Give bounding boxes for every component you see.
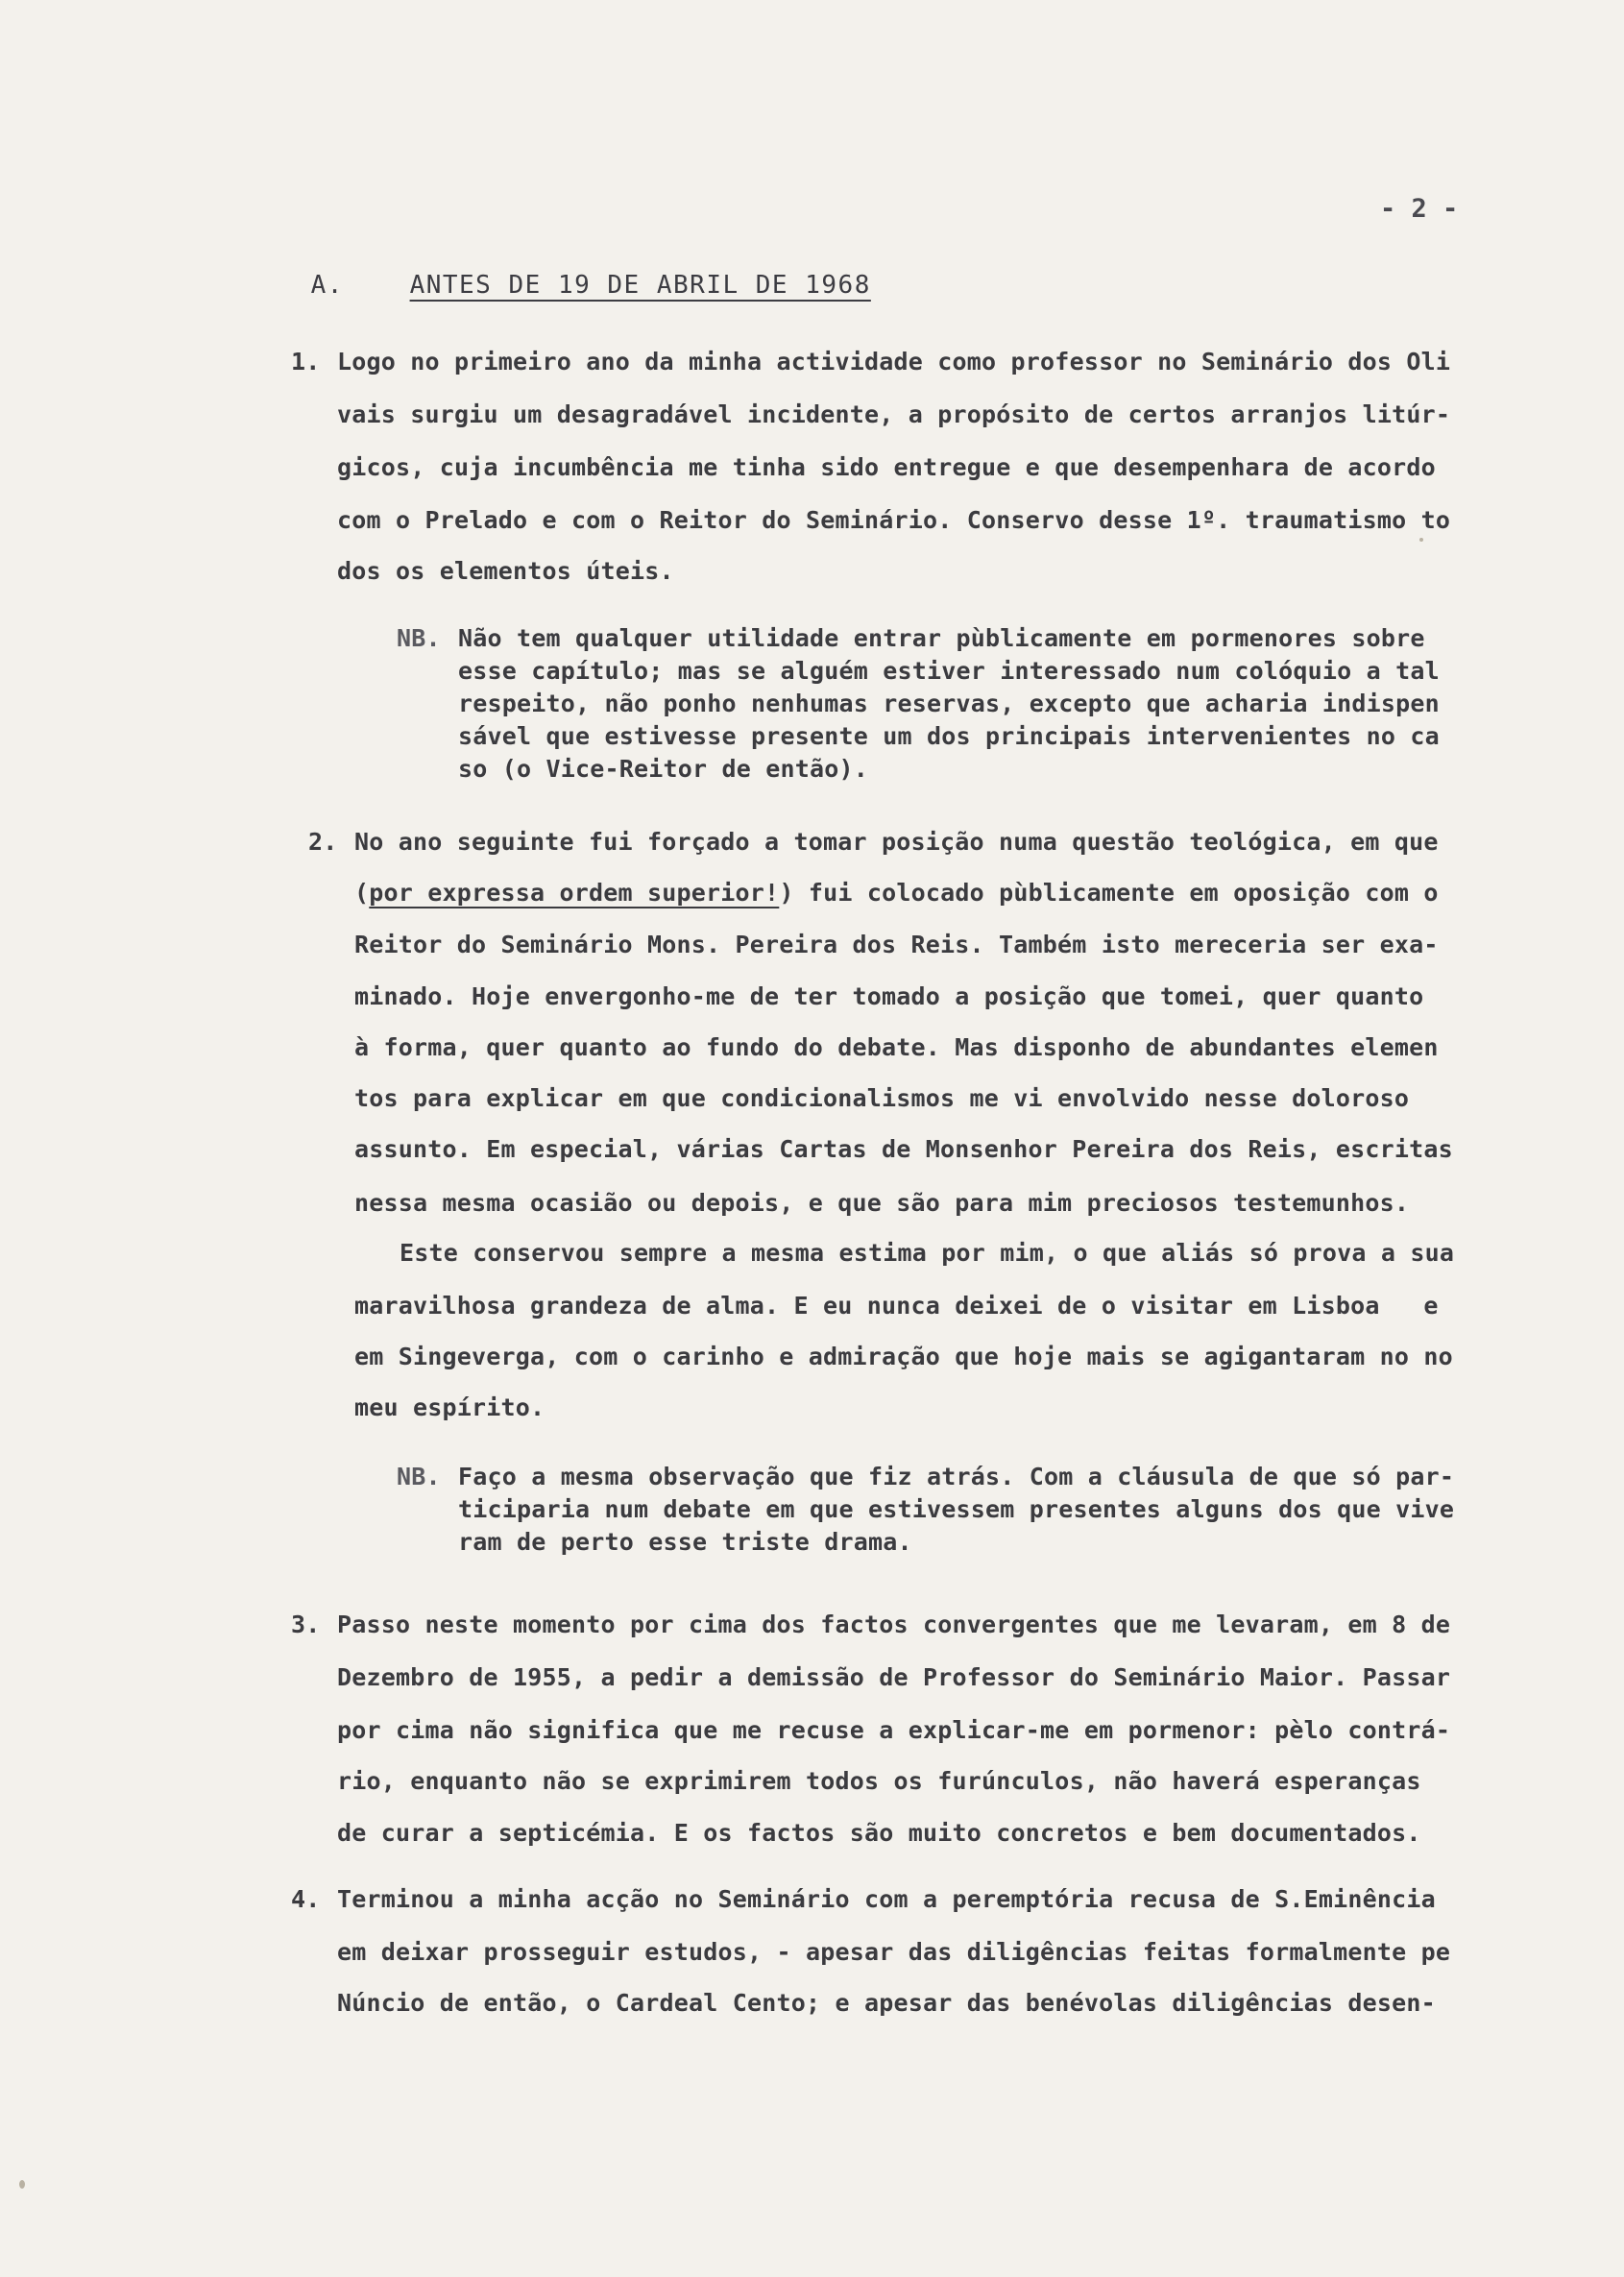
note-2-line: ticiparia num debate em que estivessem presentes alguns dos que vive <box>458 1495 1455 1523</box>
paragraph-4-line: Terminou a minha acção no Seminário com a peremptória recusa de S.Eminência <box>337 1885 1436 1913</box>
paragraph-2-line: maravilhosa grandeza de alma. E eu nunca deixei de o visitar em Lisboa e <box>354 1292 1439 1320</box>
paragraph-1-line: gicos, cuja incumbência me tinha sido entregue e que desempenhara de acordo <box>337 453 1436 481</box>
section-heading <box>245 242 871 328</box>
page-number: - 2 - <box>1380 194 1459 224</box>
section-letter: A. <box>310 271 344 300</box>
paragraph-4-line: em deixar prosseguir estudos, - apesar das diligências feitas formalmente pe <box>337 1938 1451 1966</box>
paragraph-2-line: à forma, quer quanto ao fundo do debate. Mas disponho de abundantes elemen <box>354 1033 1439 1061</box>
paragraph-3-line: Passo neste momento por cima dos factos convergentes que me levaram, em 8 de <box>337 1611 1451 1638</box>
paper-speck <box>1419 538 1423 542</box>
paragraph-2-line: Este conservou sempre a mesma estima por mim, o que aliás só prova a sua <box>400 1239 1455 1267</box>
paragraph-1-line: Logo no primeiro ano da minha actividade como professor no Seminário dos Oli <box>337 348 1451 375</box>
note-1-line: esse capítulo; mas se alguém estiver interessado num colóquio a tal <box>458 657 1440 685</box>
note-2-line: ram de perto esse triste drama. <box>458 1528 912 1556</box>
paragraph-2-line: em Singeverga, com o carinho e admiração que hoje mais se agigantaram no no <box>354 1343 1453 1370</box>
note-1-line: sável que estivesse presente um dos principais intervenientes no ca <box>458 722 1440 750</box>
paragraph-3-line: de curar a septicémia. E os factos são muito concretos e bem documentados. <box>337 1819 1421 1847</box>
paragraph-1-line: vais surgiu um desagradável incidente, a propósito de certos arranjos litúr- <box>337 400 1451 428</box>
paragraph-3-line: rio, enquanto não se exprimirem todos os furúnculos, não haverá esperanças <box>337 1767 1421 1795</box>
paragraph-1-line: com o Prelado e com o Reitor do Seminário. Conservo desse 1º. traumatismo to <box>337 506 1451 534</box>
paragraph-3-number: 3. <box>291 1611 321 1638</box>
note-1-line: respeito, não ponho nenhumas reservas, excepto que acharia indispen <box>458 690 1440 717</box>
paper-speck <box>19 2180 25 2189</box>
note-1-line: so (o Vice-Reitor de então). <box>458 755 869 783</box>
paragraph-2-line: No ano seguinte fui forçado a tomar posição numa questão teológica, em que <box>354 828 1439 856</box>
paragraph-2-number: 2. <box>308 828 338 856</box>
emphasis-underline: por expressa ordem superior! <box>369 879 780 907</box>
paragraph-4-number: 4. <box>291 1885 321 1913</box>
note-2-label: NB. <box>397 1463 441 1490</box>
note-2-line: Faço a mesma observação que fiz atrás. Com a cláusula de que só par- <box>458 1463 1455 1490</box>
paragraph-1-number: 1. <box>291 348 321 375</box>
paragraph-2-line: nessa mesma ocasião ou depois, e que são para mim preciosos testemunhos. <box>354 1189 1410 1217</box>
paragraph-2-line: assunto. Em especial, várias Cartas de Monsenhor Pereira dos Reis, escritas <box>354 1135 1453 1163</box>
paragraph-2-line: tos para explicar em que condicionalismos me vi envolvido nesse doloroso <box>354 1084 1410 1112</box>
paragraph-1-line: dos os elementos úteis. <box>337 557 674 585</box>
paragraph-3-line: Dezembro de 1955, a pedir a demissão de Professor do Seminário Maior. Passar <box>337 1663 1451 1691</box>
paragraph-3-line: por cima não significa que me recuse a explicar-me em pormenor: pèlo contrá- <box>337 1716 1451 1744</box>
paragraph-2-line: Reitor do Seminário Mons. Pereira dos Reis. Também isto mereceria ser exa- <box>354 931 1439 958</box>
paragraph-2-line: minado. Hoje envergonho-me de ter tomado a posição que tomei, quer quanto <box>354 982 1424 1010</box>
note-1-label: NB. <box>397 624 441 652</box>
paragraph-2-line: meu espírito. <box>354 1393 545 1421</box>
paragraph-2-line: (por expressa ordem superior!) fui colocado pùblicamente em oposição com o <box>354 879 1439 907</box>
paragraph-4-line: Núncio de então, o Cardeal Cento; e apesar das benévolas diligências desen- <box>337 1989 1436 2017</box>
note-1-line: Não tem qualquer utilidade entrar pùblicamente em pormenores sobre <box>458 624 1425 652</box>
section-title: ANTES DE 19 DE ABRIL DE 1968 <box>409 271 871 300</box>
